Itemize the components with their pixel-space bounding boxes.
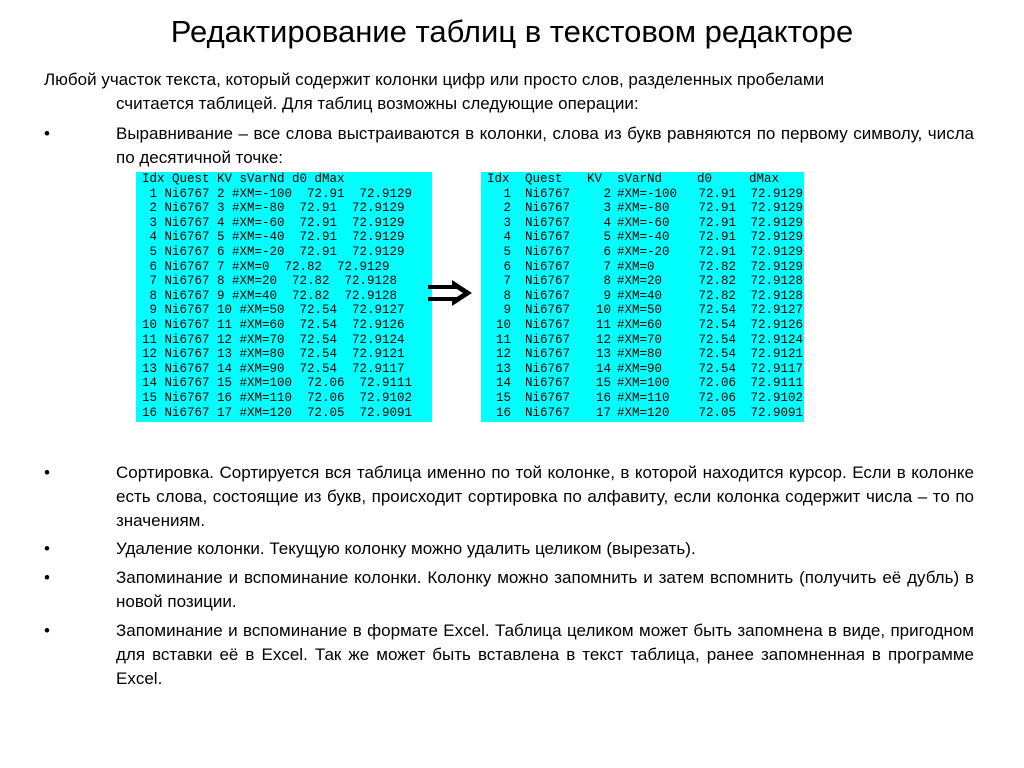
table-cell: Ni6767	[525, 215, 571, 230]
table-cell: #XM=-40	[617, 230, 670, 245]
bullet-mark: •	[44, 539, 50, 558]
table-cell: 72.54	[698, 347, 736, 362]
table-cell: 16	[595, 391, 611, 405]
table-header-cell: dMax	[749, 172, 780, 186]
table-cell: 72.91	[698, 230, 736, 245]
intro-paragraph	[44, 68, 974, 116]
table-cell: 72.54	[698, 332, 736, 347]
table-cell: 72.9121	[750, 347, 803, 362]
table-cell: 72.9102	[750, 391, 803, 405]
table-cell: 72.9111	[750, 376, 803, 391]
bullet-text: Удаление колонки. Текущую колонку можно удалить целиком (вырезать).	[116, 539, 696, 558]
table-header-cell: KV	[587, 172, 603, 186]
table-header-cell: Quest	[525, 172, 563, 186]
table-cell: 72.9129	[750, 201, 803, 216]
bullet-remember-column	[44, 566, 974, 614]
table-cell: #XM=120	[617, 405, 670, 420]
bullet-text: Запоминание и вспоминание в формате Excel. Таблица целиком может быть запомнена в виде, пригодном для вставки её в Excel. Так же может быть вставлена в текст таблица, ранее запомненная в программе Excel.	[116, 621, 974, 688]
table-cell: 8	[603, 274, 611, 289]
table-cell: 5	[503, 245, 511, 259]
table-cell: Ni6767	[525, 274, 571, 289]
table-row: 14 Ni6767 15 #XM=100 72.06 72.9111	[142, 376, 413, 391]
bullet-mark: •	[44, 124, 50, 143]
table-row: 3 Ni6767 4 #XM=-60 72.91 72.9129	[142, 215, 405, 230]
table-cell: Ni6767	[525, 347, 571, 362]
table-cell: 9	[503, 303, 511, 318]
table-cell: #XM=-60	[617, 215, 670, 230]
table-row: 6 Ni6767 7 #XM=0 72.82 72.9129	[142, 259, 390, 274]
table-cell: #XM=110	[617, 391, 670, 405]
table-cell: Ni6767	[525, 186, 571, 201]
table-cell: 72.9129	[750, 245, 803, 259]
table-row: 8 Ni6767 9 #XM=40 72.82 72.9128	[142, 288, 398, 303]
table-cell: #XM=80	[617, 347, 663, 362]
table-cell: 13	[595, 347, 611, 362]
table-cell: 4	[503, 230, 511, 245]
table-header-cell: d0	[697, 172, 713, 186]
table-row: 15 Ni6767 16 #XM=110 72.06 72.9102	[142, 390, 413, 405]
table-cell: #XM=0	[617, 259, 655, 274]
table-cell: 14	[595, 361, 611, 376]
table-cell: 7	[503, 274, 511, 289]
bullet-mark: •	[44, 463, 50, 482]
table-row: 7 Ni6767 8 #XM=20 72.82 72.9128	[142, 274, 398, 289]
table-cell: 72.06	[698, 376, 736, 391]
table-cell: 6	[603, 245, 611, 259]
table-cell: 11	[595, 318, 611, 332]
table-cell: 14	[495, 376, 511, 391]
table-cell: #XM=20	[617, 274, 663, 289]
table-cell: 72.9127	[750, 303, 803, 318]
table-cell: 72.9128	[750, 288, 803, 303]
unaligned-table	[136, 172, 432, 422]
table-cell: Ni6767	[525, 259, 571, 274]
table-cell: #XM=50	[617, 303, 663, 318]
table-cell: #XM=90	[617, 361, 663, 376]
table-cell: 72.9129	[750, 186, 803, 201]
table-cell: Ni6767	[525, 318, 571, 332]
table-cell: 5	[603, 230, 611, 245]
table-cell: #XM=-100	[617, 186, 678, 201]
bullet-mark: •	[44, 568, 50, 587]
table-cell: 72.82	[698, 288, 736, 303]
table-header-cell: sVarNd	[617, 172, 663, 186]
table-cell: 7	[603, 259, 611, 274]
table-cell: #XM=-80	[617, 201, 670, 216]
table-row: 12 Ni6767 13 #XM=80 72.54 72.9121	[142, 347, 405, 362]
table-cell: 17	[595, 405, 611, 420]
table-cell: 8	[503, 288, 511, 303]
table-cell: 10	[595, 303, 611, 318]
table-row: 4 Ni6767 5 #XM=-40 72.91 72.9129	[142, 230, 405, 245]
table-cell: 72.91	[698, 201, 736, 216]
table-cell: #XM=40	[617, 288, 663, 303]
table-cell: 72.9091	[750, 405, 803, 420]
table-cell: Ni6767	[525, 201, 571, 216]
table-cell: 72.54	[698, 318, 736, 332]
table-cell: 12	[595, 332, 611, 347]
table-cell: Ni6767	[525, 245, 571, 259]
table-cell: 72.9128	[750, 274, 803, 289]
table-cell: 72.9129	[750, 230, 803, 245]
table-row: 5 Ni6767 6 #XM=-20 72.91 72.9129	[142, 244, 405, 259]
table-cell: 2	[603, 186, 611, 201]
table-cell: 72.9129	[750, 259, 803, 274]
table-cell: Ni6767	[525, 361, 571, 376]
table-cell: 72.54	[698, 361, 736, 376]
table-header-row: Idx Quest KV sVarNd d0 dMax	[142, 172, 345, 186]
table-cell: 6	[503, 259, 511, 274]
bullet-mark: •	[44, 621, 50, 640]
table-row: 10 Ni6767 11 #XM=60 72.54 72.9126	[142, 317, 405, 332]
table-row: 1 Ni6767 2 #XM=-100 72.91 72.9129	[142, 186, 413, 201]
table-cell: 72.91	[698, 245, 736, 259]
table-cell: Ni6767	[525, 230, 571, 245]
table-cell: Ni6767	[525, 391, 571, 405]
aligned-table	[481, 172, 804, 422]
table-cell: 12	[495, 347, 511, 362]
table-cell: 72.9124	[750, 332, 803, 347]
table-cell: Ni6767	[525, 376, 571, 391]
bullet-text: Выравнивание – все слова выстраиваются в колонки, слова из букв равняются по первому символу, числа по десятичной точке:	[116, 124, 974, 167]
table-cell: Ni6767	[525, 303, 571, 318]
table-cell: #XM=100	[617, 376, 670, 391]
table-cell: 2	[503, 201, 511, 216]
table-cell: 72.82	[698, 274, 736, 289]
table-row: 2 Ni6767 3 #XM=-80 72.91 72.9129	[142, 201, 405, 216]
bullet-text: Сортировка. Сортируется вся таблица именно по той колонке, в которой находится курсор. Если в колонке есть слова, состоящие из букв, происходит сортировка по алфавиту, если колонка содержит числа – то по значениям.	[116, 463, 974, 530]
intro-line-1: Любой участок текста, который содержит колонки цифр или просто слов, разделенных пробелами	[44, 70, 825, 89]
table-cell: 4	[603, 215, 611, 230]
table-cell: 72.54	[698, 303, 736, 318]
table-cell: 15	[495, 391, 511, 405]
table-cell: 72.91	[698, 186, 736, 201]
bullet-text: Запоминание и вспоминание колонки. Колонку можно запомнить и затем вспомнить (получить её дубль) в новой позиции.	[116, 568, 974, 611]
table-row: 11 Ni6767 12 #XM=70 72.54 72.9124	[142, 332, 405, 347]
table-cell: 1	[503, 186, 511, 201]
table-cell: 9	[603, 288, 611, 303]
intro-line-2: считается таблицей. Для таблиц возможны следующие операции:	[116, 94, 639, 113]
table-row: 13 Ni6767 14 #XM=90 72.54 72.9117	[142, 361, 405, 376]
table-cell: 72.91	[698, 215, 736, 230]
table-cell: Ni6767	[525, 288, 571, 303]
table-cell: Ni6767	[525, 405, 571, 420]
table-cell: 72.05	[698, 405, 736, 420]
bullet-excel	[44, 619, 974, 691]
table-cell: 3	[503, 215, 511, 230]
table-cell: 72.06	[698, 391, 736, 405]
double-arrow-right-icon	[426, 278, 476, 308]
table-cell: #XM=70	[617, 332, 663, 347]
table-cell: 72.9117	[750, 361, 803, 376]
table-cell: #XM=-20	[617, 245, 670, 259]
table-cell: 72.9129	[750, 215, 803, 230]
table-row: 9 Ni6767 10 #XM=50 72.54 72.9127	[142, 303, 405, 318]
table-cell: 10	[495, 318, 511, 332]
table-cell: 16	[495, 405, 511, 420]
bullet-sorting	[44, 461, 974, 533]
slide-title: Редактирование таблиц в текстовом редакторе	[170, 14, 854, 49]
table-cell: Ni6767	[525, 332, 571, 347]
table-cell: 15	[595, 376, 611, 391]
table-cell: 72.82	[698, 259, 736, 274]
table-cell: 13	[495, 361, 511, 376]
table-cell: #XM=60	[617, 318, 663, 332]
bullet-alignment	[44, 122, 974, 170]
table-cell: 11	[495, 332, 511, 347]
table-cell: 3	[603, 201, 611, 216]
bullet-delete-column	[44, 537, 974, 561]
table-cell: 72.9126	[750, 318, 803, 332]
table-header-cell: Idx	[487, 172, 510, 186]
table-row: 16 Ni6767 17 #XM=120 72.05 72.9091	[142, 405, 413, 420]
